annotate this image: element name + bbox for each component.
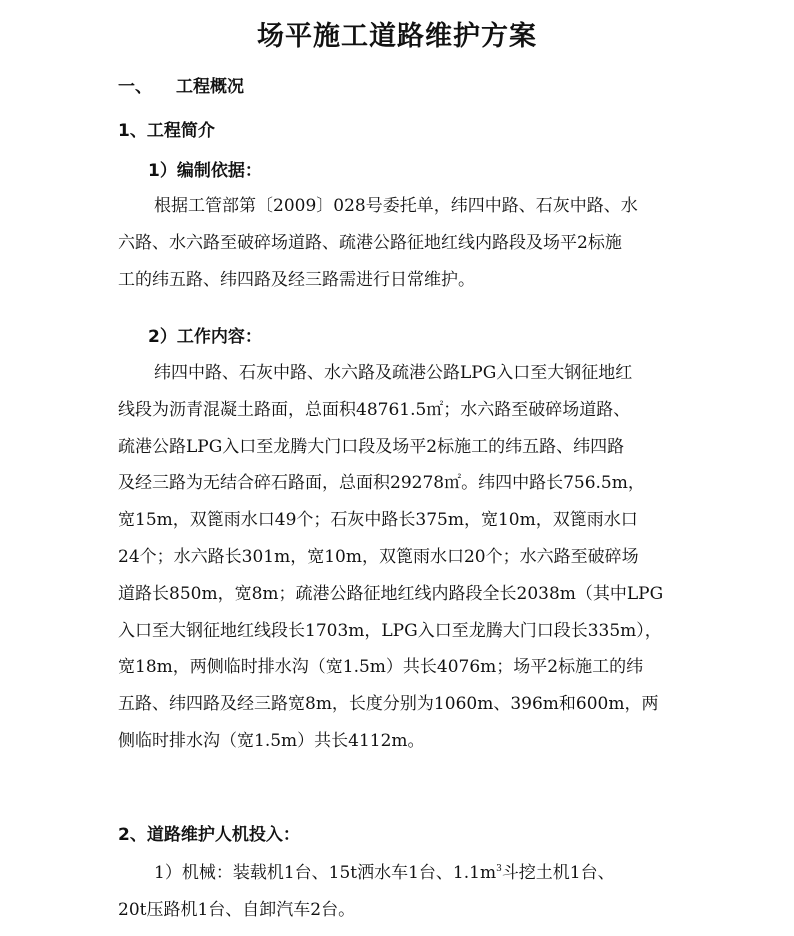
subsection-heading-project-intro: 1、工程简介 bbox=[118, 121, 215, 141]
paragraph-work-content bbox=[118, 355, 678, 760]
text-line: 入口至大钢征地红线段长1703m，LPG入口至龙腾大门口段长335m）， bbox=[118, 620, 662, 641]
text-line: 20t压路机1台、自卸汽车2台。 bbox=[118, 899, 356, 920]
subsection-heading-resources: 2、道路维护人机投入： bbox=[118, 825, 300, 845]
text-line: 纬四中路、石灰中路、水六路及疏港公路LPG入口至大钢征地红 bbox=[154, 363, 633, 383]
text-line: 侧临时排水沟（宽1.5m）共长4112m。 bbox=[118, 730, 425, 751]
text-line: 六路、水六路至破碎场道路、疏港公路征地红线内路段及场平2标施 bbox=[118, 232, 622, 253]
text-line: 疏港公路LPG入口至龙腾大门口段及场平2标施工的纬五路、纬四路 bbox=[118, 436, 625, 457]
text-segment: 斗挖土机1台、 bbox=[501, 863, 615, 883]
item-heading-basis: 1）编制依据： bbox=[148, 161, 262, 181]
text-line: 道路长850m，宽8m；疏港公路征地红线内路段全长2038m（其中LPG bbox=[118, 583, 664, 604]
text-line: 根据工管部第〔2009〕028号委托单，纬四中路、石灰中路、水 bbox=[154, 196, 638, 216]
text-line: 宽18m，两侧临时排水沟（宽1.5m）共长4076m；场平2标施工的纬 bbox=[118, 657, 644, 678]
section-label: 工程概况 bbox=[176, 77, 244, 97]
text-segment: 1）机械：装载机1台、15t洒水车1台、1.1m bbox=[154, 863, 497, 883]
text-line: 及经三路为无结合碎石路面，总面积29278㎡。纬四中路长756.5m， bbox=[118, 473, 645, 494]
section-number: 一、 bbox=[118, 77, 152, 97]
paragraph-basis bbox=[118, 188, 678, 298]
text-line: 宽15m，双篦雨水口49个；石灰中路长375m，宽10m，双篦雨水口 bbox=[118, 510, 638, 531]
text-line: 24个；水六路长301m，宽10m，双篦雨水口20个；水六路至破碎场 bbox=[118, 546, 639, 567]
item-heading-work-content: 2）工作内容： bbox=[148, 327, 262, 347]
paragraph-machinery bbox=[118, 855, 678, 929]
text-line: 五路、纬四路及经三路宽8m，长度分别为1060m、396m和600m，两 bbox=[118, 694, 659, 715]
text-line: 工的纬五路、纬四路及经三路需进行日常维护。 bbox=[118, 269, 475, 290]
text-line bbox=[118, 855, 678, 892]
text-line: 线段为沥青混凝土路面，总面积48761.5㎡；水六路至破碎场道路、 bbox=[118, 399, 631, 420]
superscript: 3 bbox=[496, 864, 502, 874]
section-heading-overview bbox=[118, 72, 244, 97]
document-title: 场平施工道路维护方案 bbox=[257, 21, 537, 52]
